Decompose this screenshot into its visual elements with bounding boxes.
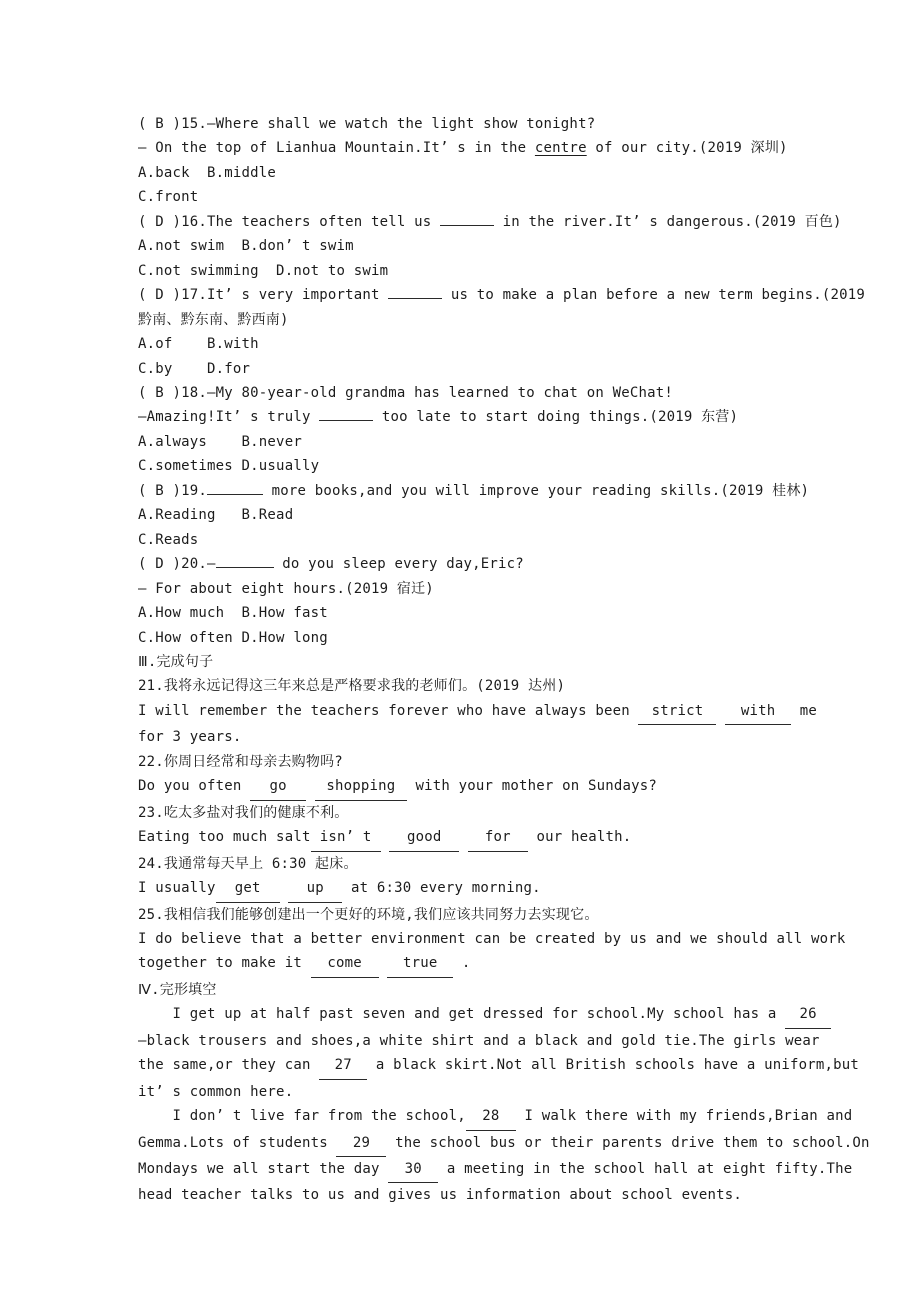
text-segment: together to make it bbox=[138, 955, 311, 972]
blank-empty bbox=[216, 566, 274, 568]
blank-filled-answer: come bbox=[311, 951, 379, 977]
text-segment: —black trousers and shoes,a white shirt and a black and gold tie.The girls wear bbox=[138, 1032, 820, 1049]
q16-options-cd bbox=[138, 259, 838, 283]
section-4-heading bbox=[138, 978, 838, 1002]
blank-filled-answer: good bbox=[389, 825, 459, 851]
text-segment: of our city.(2019 深圳) bbox=[586, 140, 788, 157]
text-segment: Mondays we all start the day bbox=[138, 1161, 389, 1178]
q18-stem bbox=[138, 381, 838, 405]
q18-options-cd bbox=[138, 454, 838, 478]
cloze-para1-line2 bbox=[138, 1029, 838, 1053]
text-segment bbox=[716, 703, 725, 719]
text-segment: C.by D.for bbox=[138, 360, 251, 377]
text-segment: 24.我通常每天早上 6:30 起床。 bbox=[138, 855, 358, 872]
q17-options-ab bbox=[138, 332, 838, 356]
q17-options-cd bbox=[138, 357, 838, 381]
text-segment: 21.我将永远记得这三年来总是严格要求我的老师们。(2019 达州) bbox=[138, 678, 566, 695]
cloze-para2-line3 bbox=[138, 1157, 853, 1183]
q21-chinese-prompt bbox=[138, 674, 838, 698]
q20-reply bbox=[138, 577, 838, 601]
text-segment: —Amazing!It’ s truly bbox=[138, 409, 320, 426]
text-segment: A.back B.middle bbox=[138, 164, 277, 181]
text-segment: I usually bbox=[138, 880, 216, 897]
blank-empty bbox=[440, 224, 494, 226]
q21-answer-line2 bbox=[138, 725, 838, 749]
q19-stem bbox=[138, 479, 838, 503]
text-segment: ( B )18.—My 80-year-old grandma has learned to chat on WeChat! bbox=[138, 384, 673, 401]
text-segment: A.Reading B.Read bbox=[138, 507, 294, 524]
text-segment: A.of B.with bbox=[138, 336, 259, 353]
text-segment: A.How much B.How fast bbox=[138, 605, 328, 622]
text-segment: C.sometimes D.usually bbox=[138, 458, 320, 475]
text-segment: a black skirt.Not all British schools have a uniform,but bbox=[367, 1057, 860, 1074]
text-segment: I get up at half past seven and get dressed for school.My school has a bbox=[138, 1006, 786, 1023]
text-segment: ( D )20.— bbox=[138, 556, 216, 573]
blank-filled-answer: 30 bbox=[388, 1157, 438, 1183]
text-segment: our health. bbox=[527, 829, 632, 846]
q15-stem bbox=[138, 112, 838, 136]
q24-answer bbox=[138, 876, 838, 902]
text-segment bbox=[306, 778, 315, 794]
text-segment: 25.我相信我们能够创建出一个更好的环境,我们应该共同努力去实现它。 bbox=[138, 906, 599, 923]
text-segment: Gemma.Lots of students bbox=[138, 1134, 337, 1151]
q17-stem bbox=[138, 283, 866, 307]
text-segment: I will remember the teachers forever who have always been bbox=[138, 702, 639, 719]
text-segment: Ⅲ.完成句子 bbox=[138, 653, 214, 670]
q18-reply bbox=[138, 405, 838, 429]
text-segment: Eating too much salt bbox=[138, 829, 311, 846]
text-segment: I do believe that a better environment can be created by us and we should all work bbox=[138, 930, 846, 947]
q19-options-ab bbox=[138, 503, 838, 527]
cloze-para1-line1 bbox=[138, 1002, 838, 1028]
text-segment: too late to start doing things.(2019 东营) bbox=[373, 409, 739, 426]
q25-answer-line2 bbox=[138, 951, 838, 977]
q17-stem-continued bbox=[138, 308, 838, 332]
text-segment bbox=[459, 829, 468, 845]
blank-filled-answer: up bbox=[288, 876, 342, 902]
text-segment: for 3 years. bbox=[138, 729, 242, 746]
text-segment: the school bus or their parents drive them to school.On bbox=[386, 1134, 870, 1151]
blank-filled-answer: 29 bbox=[336, 1131, 386, 1157]
blank-filled-answer: 27 bbox=[319, 1053, 367, 1079]
text-segment: 23.吃太多盐对我们的健康不利。 bbox=[138, 804, 349, 821]
text-segment: me bbox=[791, 702, 817, 719]
text-segment bbox=[381, 829, 390, 845]
cloze-para1-line3 bbox=[138, 1053, 860, 1079]
section-3-heading bbox=[138, 650, 838, 674]
text-segment: A.always B.never bbox=[138, 433, 302, 450]
blank-empty bbox=[319, 419, 373, 421]
blank-filled-answer: for bbox=[468, 825, 528, 851]
cloze-para2-line4 bbox=[138, 1183, 838, 1207]
text-segment: C.Reads bbox=[138, 531, 199, 548]
cloze-para1-line4 bbox=[138, 1080, 838, 1104]
q25-answer-line1 bbox=[138, 927, 846, 951]
q15-reply bbox=[138, 136, 838, 160]
text-segment: C.front bbox=[138, 189, 199, 206]
text-segment: ( B )19. bbox=[138, 482, 208, 499]
q23-chinese-prompt bbox=[138, 801, 838, 825]
blank-filled-answer: shopping bbox=[315, 774, 407, 800]
blank-filled-answer: with bbox=[725, 699, 791, 725]
document-lines bbox=[138, 112, 870, 1208]
blank-filled-answer: 26 bbox=[785, 1002, 831, 1028]
blank-filled-answer: strict bbox=[638, 699, 716, 725]
text-segment: ( D )17.It’ s very important bbox=[138, 287, 389, 304]
text-segment: A.not swim B.don’ t swim bbox=[138, 238, 354, 255]
q22-chinese-prompt bbox=[138, 750, 838, 774]
q15-options-ab bbox=[138, 161, 838, 185]
q23-answer bbox=[138, 825, 838, 851]
text-segment: at 6:30 every morning. bbox=[342, 880, 541, 897]
q24-chinese-prompt bbox=[138, 852, 838, 876]
blank-empty bbox=[388, 297, 442, 299]
cloze-para2-line2 bbox=[138, 1131, 870, 1157]
q20-options-ab bbox=[138, 601, 838, 625]
text-segment: us to make a plan before a new term begins.(2019 bbox=[442, 287, 866, 304]
text-segment bbox=[280, 880, 289, 896]
text-segment: do you sleep every day,Eric? bbox=[273, 556, 524, 573]
q19-option-c bbox=[138, 528, 838, 552]
text-segment: C.not swimming D.not to swim bbox=[138, 262, 389, 279]
text-segment: 黔南、黔东南、黔西南) bbox=[138, 311, 289, 328]
text-segment bbox=[379, 955, 388, 971]
q21-answer-line1 bbox=[138, 699, 838, 725]
underlined-word: centre bbox=[534, 140, 587, 157]
text-segment: head teacher talks to us and gives us information about school events. bbox=[138, 1187, 743, 1204]
q16-options-ab bbox=[138, 234, 838, 258]
q20-options-cd bbox=[138, 626, 838, 650]
blank-filled-answer: get bbox=[216, 876, 280, 902]
text-segment: Ⅳ.完形填空 bbox=[138, 981, 217, 998]
blank-filled-answer: go bbox=[250, 774, 306, 800]
cloze-para2-line1 bbox=[138, 1104, 853, 1130]
q20-stem bbox=[138, 552, 838, 576]
text-segment: 22.你周日经常和母亲去购物吗? bbox=[138, 753, 343, 770]
text-segment: the same,or they can bbox=[138, 1057, 320, 1074]
text-segment: ( D )16.The teachers often tell us bbox=[138, 213, 441, 230]
text-segment: more books,and you will improve your reading skills.(2019 桂林) bbox=[263, 482, 810, 499]
blank-empty bbox=[207, 493, 263, 495]
blank-filled-answer: isn’ t bbox=[311, 825, 381, 851]
q15-option-c bbox=[138, 185, 838, 209]
text-segment: C.How often D.How long bbox=[138, 629, 328, 646]
text-segment: . bbox=[453, 955, 471, 972]
text-segment: with your mother on Sundays? bbox=[406, 778, 658, 795]
q22-answer bbox=[138, 774, 838, 800]
text-segment: — On the top of Lianhua Mountain.It’ s in the bbox=[138, 140, 535, 157]
q16-stem bbox=[138, 210, 842, 234]
text-segment: a meeting in the school hall at eight fifty.The bbox=[438, 1161, 853, 1178]
q25-chinese-prompt bbox=[138, 903, 838, 927]
blank-filled-answer: 28 bbox=[466, 1104, 516, 1130]
text-segment: — For about eight hours.(2019 宿迁) bbox=[138, 580, 434, 597]
text-segment: I walk there with my friends,Brian and bbox=[515, 1108, 853, 1125]
text-segment: ( B )15.—Where shall we watch the light show tonight? bbox=[138, 116, 596, 132]
text-segment: it’ s common here. bbox=[138, 1083, 294, 1100]
text-segment: I don’ t live far from the school, bbox=[138, 1108, 466, 1125]
blank-filled-answer: true bbox=[387, 951, 453, 977]
text-segment: Do you often bbox=[138, 778, 251, 795]
text-segment: in the river.It’ s dangerous.(2019 百色) bbox=[494, 213, 842, 230]
q18-options-ab bbox=[138, 430, 838, 454]
